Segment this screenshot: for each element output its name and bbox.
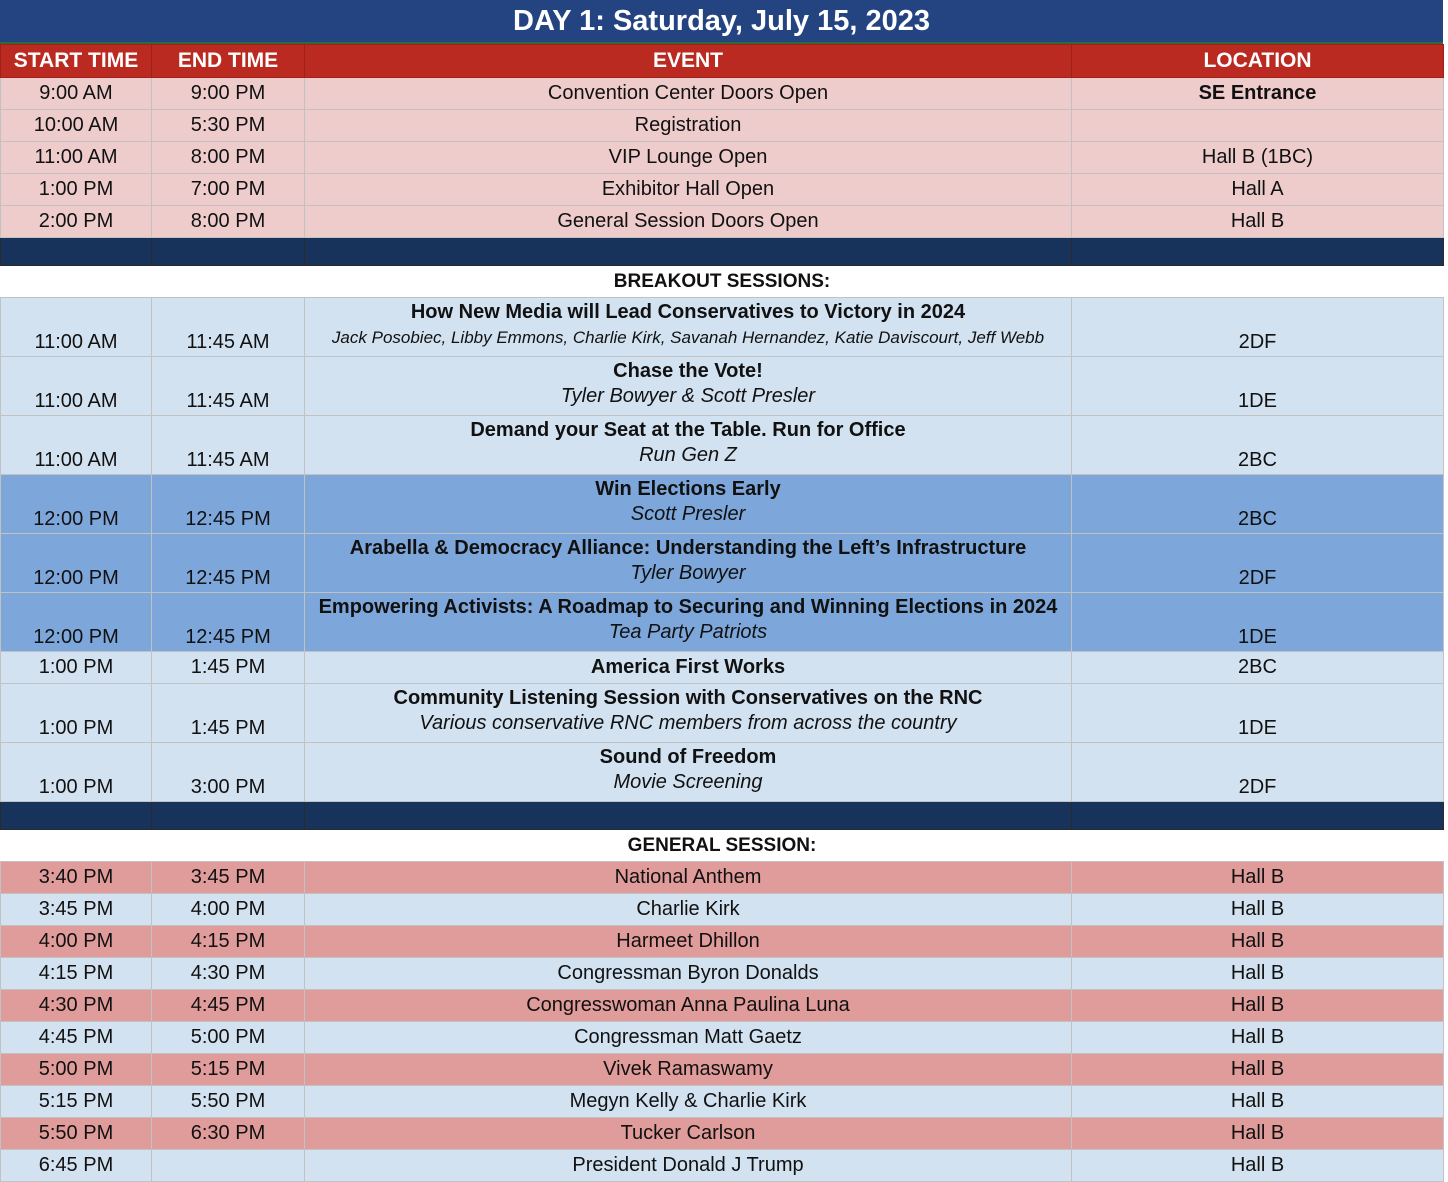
start-cell: 1:00 PM bbox=[1, 743, 152, 802]
table-row bbox=[1, 298, 1444, 357]
table-row bbox=[1, 78, 1444, 110]
end-cell: 11:45 AM bbox=[152, 416, 305, 475]
location-cell: Hall B bbox=[1072, 894, 1444, 926]
session-speakers: Various conservative RNC members from across the country bbox=[419, 712, 957, 734]
location-cell: Hall B bbox=[1072, 1118, 1444, 1150]
event-cell: National Anthem bbox=[305, 862, 1072, 894]
event-cell bbox=[305, 593, 1072, 652]
start-cell: 9:00 AM bbox=[1, 78, 152, 110]
session-title: How New Media will Lead Conservatives to Victory in 2024 bbox=[410, 301, 966, 323]
col-header-start: START TIME bbox=[1, 45, 152, 78]
event-cell bbox=[305, 416, 1072, 475]
breakout-heading: BREAKOUT SESSIONS: bbox=[1, 266, 1444, 298]
start-cell: 11:00 AM bbox=[1, 357, 152, 416]
table-row bbox=[1, 743, 1444, 802]
start-cell: 4:45 PM bbox=[1, 1022, 152, 1054]
table-row bbox=[1, 684, 1444, 743]
start-cell: 12:00 PM bbox=[1, 534, 152, 593]
session-speakers: Tyler Bowyer & Scott Presler bbox=[560, 385, 816, 407]
start-cell: 6:45 PM bbox=[1, 1150, 152, 1182]
divider-cell bbox=[305, 802, 1072, 830]
table-row bbox=[1, 142, 1444, 174]
location-cell: SE Entrance bbox=[1072, 78, 1444, 110]
location-cell: Hall B bbox=[1072, 926, 1444, 958]
start-cell: 3:40 PM bbox=[1, 862, 152, 894]
event-cell: President Donald J Trump bbox=[305, 1150, 1072, 1182]
location-cell: Hall A bbox=[1072, 174, 1444, 206]
col-header-event: EVENT bbox=[305, 45, 1072, 78]
end-cell: 12:45 PM bbox=[152, 475, 305, 534]
location-cell: 1DE bbox=[1072, 357, 1444, 416]
location-cell: 2DF bbox=[1072, 743, 1444, 802]
col-header-location: LOCATION bbox=[1072, 45, 1444, 78]
start-cell: 12:00 PM bbox=[1, 593, 152, 652]
location-cell: 2BC bbox=[1072, 652, 1444, 684]
table-row bbox=[1, 1118, 1444, 1150]
event-cell bbox=[305, 684, 1072, 743]
divider-cell bbox=[1, 238, 152, 266]
end-cell: 7:00 PM bbox=[152, 174, 305, 206]
table-row bbox=[1, 416, 1444, 475]
session-title: Chase the Vote! bbox=[613, 360, 763, 382]
event-cell: Vivek Ramaswamy bbox=[305, 1054, 1072, 1086]
table-row bbox=[1, 174, 1444, 206]
event-cell: Megyn Kelly & Charlie Kirk bbox=[305, 1086, 1072, 1118]
table-row bbox=[1, 1054, 1444, 1086]
location-cell: Hall B bbox=[1072, 862, 1444, 894]
general-heading: GENERAL SESSION: bbox=[1, 830, 1444, 862]
start-cell: 3:45 PM bbox=[1, 894, 152, 926]
event-cell: VIP Lounge Open bbox=[305, 142, 1072, 174]
end-cell: 3:45 PM bbox=[152, 862, 305, 894]
session-title: Demand your Seat at the Table. Run for Office bbox=[470, 419, 906, 441]
location-cell: Hall B bbox=[1072, 990, 1444, 1022]
end-cell: 9:00 PM bbox=[152, 78, 305, 110]
start-cell: 11:00 AM bbox=[1, 298, 152, 357]
end-cell: 8:00 PM bbox=[152, 206, 305, 238]
end-cell: 11:45 AM bbox=[152, 298, 305, 357]
day-title: DAY 1: Saturday, July 15, 2023 bbox=[0, 0, 1443, 44]
end-cell: 11:45 AM bbox=[152, 357, 305, 416]
divider-cell bbox=[152, 802, 305, 830]
table-row bbox=[1, 926, 1444, 958]
start-cell: 1:00 PM bbox=[1, 652, 152, 684]
section-row bbox=[1, 266, 1444, 298]
session-title: Arabella & Democracy Alliance: Understanding the Left’s Infrastructure bbox=[349, 537, 1027, 559]
event-cell: Congressman Byron Donalds bbox=[305, 958, 1072, 990]
event-cell: Charlie Kirk bbox=[305, 894, 1072, 926]
session-title: Win Elections Early bbox=[595, 478, 781, 500]
location-cell bbox=[1072, 110, 1444, 142]
end-cell: 4:00 PM bbox=[152, 894, 305, 926]
table-row bbox=[1, 475, 1444, 534]
schedule-table bbox=[0, 44, 1444, 1182]
table-row bbox=[1, 958, 1444, 990]
location-cell: Hall B bbox=[1072, 958, 1444, 990]
end-cell: 8:00 PM bbox=[152, 142, 305, 174]
location-cell: Hall B bbox=[1072, 1022, 1444, 1054]
table-row bbox=[1, 357, 1444, 416]
location-cell: 2DF bbox=[1072, 534, 1444, 593]
col-header-end: END TIME bbox=[152, 45, 305, 78]
start-cell: 1:00 PM bbox=[1, 174, 152, 206]
end-cell: 5:00 PM bbox=[152, 1022, 305, 1054]
location-cell: Hall B bbox=[1072, 1054, 1444, 1086]
table-row bbox=[1, 862, 1444, 894]
start-cell: 5:50 PM bbox=[1, 1118, 152, 1150]
event-cell bbox=[305, 475, 1072, 534]
event-cell: General Session Doors Open bbox=[305, 206, 1072, 238]
divider-row bbox=[1, 238, 1444, 266]
start-cell: 5:15 PM bbox=[1, 1086, 152, 1118]
start-cell: 11:00 AM bbox=[1, 142, 152, 174]
end-cell: 4:45 PM bbox=[152, 990, 305, 1022]
start-cell: 4:00 PM bbox=[1, 926, 152, 958]
start-cell: 4:30 PM bbox=[1, 990, 152, 1022]
event-cell bbox=[305, 534, 1072, 593]
end-cell: 5:50 PM bbox=[152, 1086, 305, 1118]
end-cell: 6:30 PM bbox=[152, 1118, 305, 1150]
section-row bbox=[1, 830, 1444, 862]
location-cell: 1DE bbox=[1072, 684, 1444, 743]
end-cell: 3:00 PM bbox=[152, 743, 305, 802]
session-speakers: Run Gen Z bbox=[639, 444, 737, 466]
table-row bbox=[1, 593, 1444, 652]
divider-row bbox=[1, 802, 1444, 830]
event-cell: Harmeet Dhillon bbox=[305, 926, 1072, 958]
end-cell: 5:30 PM bbox=[152, 110, 305, 142]
table-row bbox=[1, 534, 1444, 593]
session-title: Sound of Freedom bbox=[599, 746, 777, 768]
session-speakers: Scott Presler bbox=[630, 503, 746, 525]
end-cell: 1:45 PM bbox=[152, 684, 305, 743]
event-cell: Registration bbox=[305, 110, 1072, 142]
start-cell: 12:00 PM bbox=[1, 475, 152, 534]
end-cell: 4:15 PM bbox=[152, 926, 305, 958]
location-cell: Hall B bbox=[1072, 1086, 1444, 1118]
session-title: Empowering Activists: A Roadmap to Securing and Winning Elections in 2024 bbox=[318, 596, 1058, 618]
table-row bbox=[1, 1022, 1444, 1054]
location-cell: 2BC bbox=[1072, 475, 1444, 534]
end-cell: 1:45 PM bbox=[152, 652, 305, 684]
table-row bbox=[1, 1086, 1444, 1118]
event-cell: America First Works bbox=[305, 652, 1072, 684]
start-cell: 10:00 AM bbox=[1, 110, 152, 142]
table-row bbox=[1, 894, 1444, 926]
divider-cell bbox=[1072, 802, 1444, 830]
event-cell: Tucker Carlson bbox=[305, 1118, 1072, 1150]
start-cell: 1:00 PM bbox=[1, 684, 152, 743]
table-row bbox=[1, 110, 1444, 142]
table-row bbox=[1, 652, 1444, 684]
event-cell: Congresswoman Anna Paulina Luna bbox=[305, 990, 1072, 1022]
end-cell: 12:45 PM bbox=[152, 534, 305, 593]
start-cell: 4:15 PM bbox=[1, 958, 152, 990]
start-cell: 11:00 AM bbox=[1, 416, 152, 475]
divider-cell bbox=[1, 802, 152, 830]
end-cell bbox=[152, 1150, 305, 1182]
end-cell: 4:30 PM bbox=[152, 958, 305, 990]
location-cell: Hall B (1BC) bbox=[1072, 142, 1444, 174]
table-row bbox=[1, 990, 1444, 1022]
session-speakers: Tyler Bowyer bbox=[630, 562, 746, 584]
end-cell: 12:45 PM bbox=[152, 593, 305, 652]
table-row bbox=[1, 206, 1444, 238]
event-cell: Congressman Matt Gaetz bbox=[305, 1022, 1072, 1054]
session-speakers: Tea Party Patriots bbox=[608, 621, 768, 643]
location-cell: 2DF bbox=[1072, 298, 1444, 357]
event-cell bbox=[305, 357, 1072, 416]
divider-cell bbox=[1072, 238, 1444, 266]
start-cell: 5:00 PM bbox=[1, 1054, 152, 1086]
divider-cell bbox=[305, 238, 1072, 266]
start-cell: 2:00 PM bbox=[1, 206, 152, 238]
event-cell: Exhibitor Hall Open bbox=[305, 174, 1072, 206]
location-cell: 1DE bbox=[1072, 593, 1444, 652]
end-cell: 5:15 PM bbox=[152, 1054, 305, 1086]
event-cell: Convention Center Doors Open bbox=[305, 78, 1072, 110]
table-row bbox=[1, 1150, 1444, 1182]
event-cell bbox=[305, 298, 1072, 357]
event-cell bbox=[305, 743, 1072, 802]
header-row bbox=[1, 45, 1444, 78]
session-speakers: Movie Screening bbox=[613, 771, 763, 793]
location-cell: Hall B bbox=[1072, 206, 1444, 238]
session-speakers: Jack Posobiec, Libby Emmons, Charlie Kirk, Savanah Hernandez, Katie Daviscourt, Jeff Webb bbox=[331, 328, 1045, 347]
session-title: Community Listening Session with Conservatives on the RNC bbox=[393, 687, 983, 709]
location-cell: Hall B bbox=[1072, 1150, 1444, 1182]
location-cell: 2BC bbox=[1072, 416, 1444, 475]
divider-cell bbox=[152, 238, 305, 266]
